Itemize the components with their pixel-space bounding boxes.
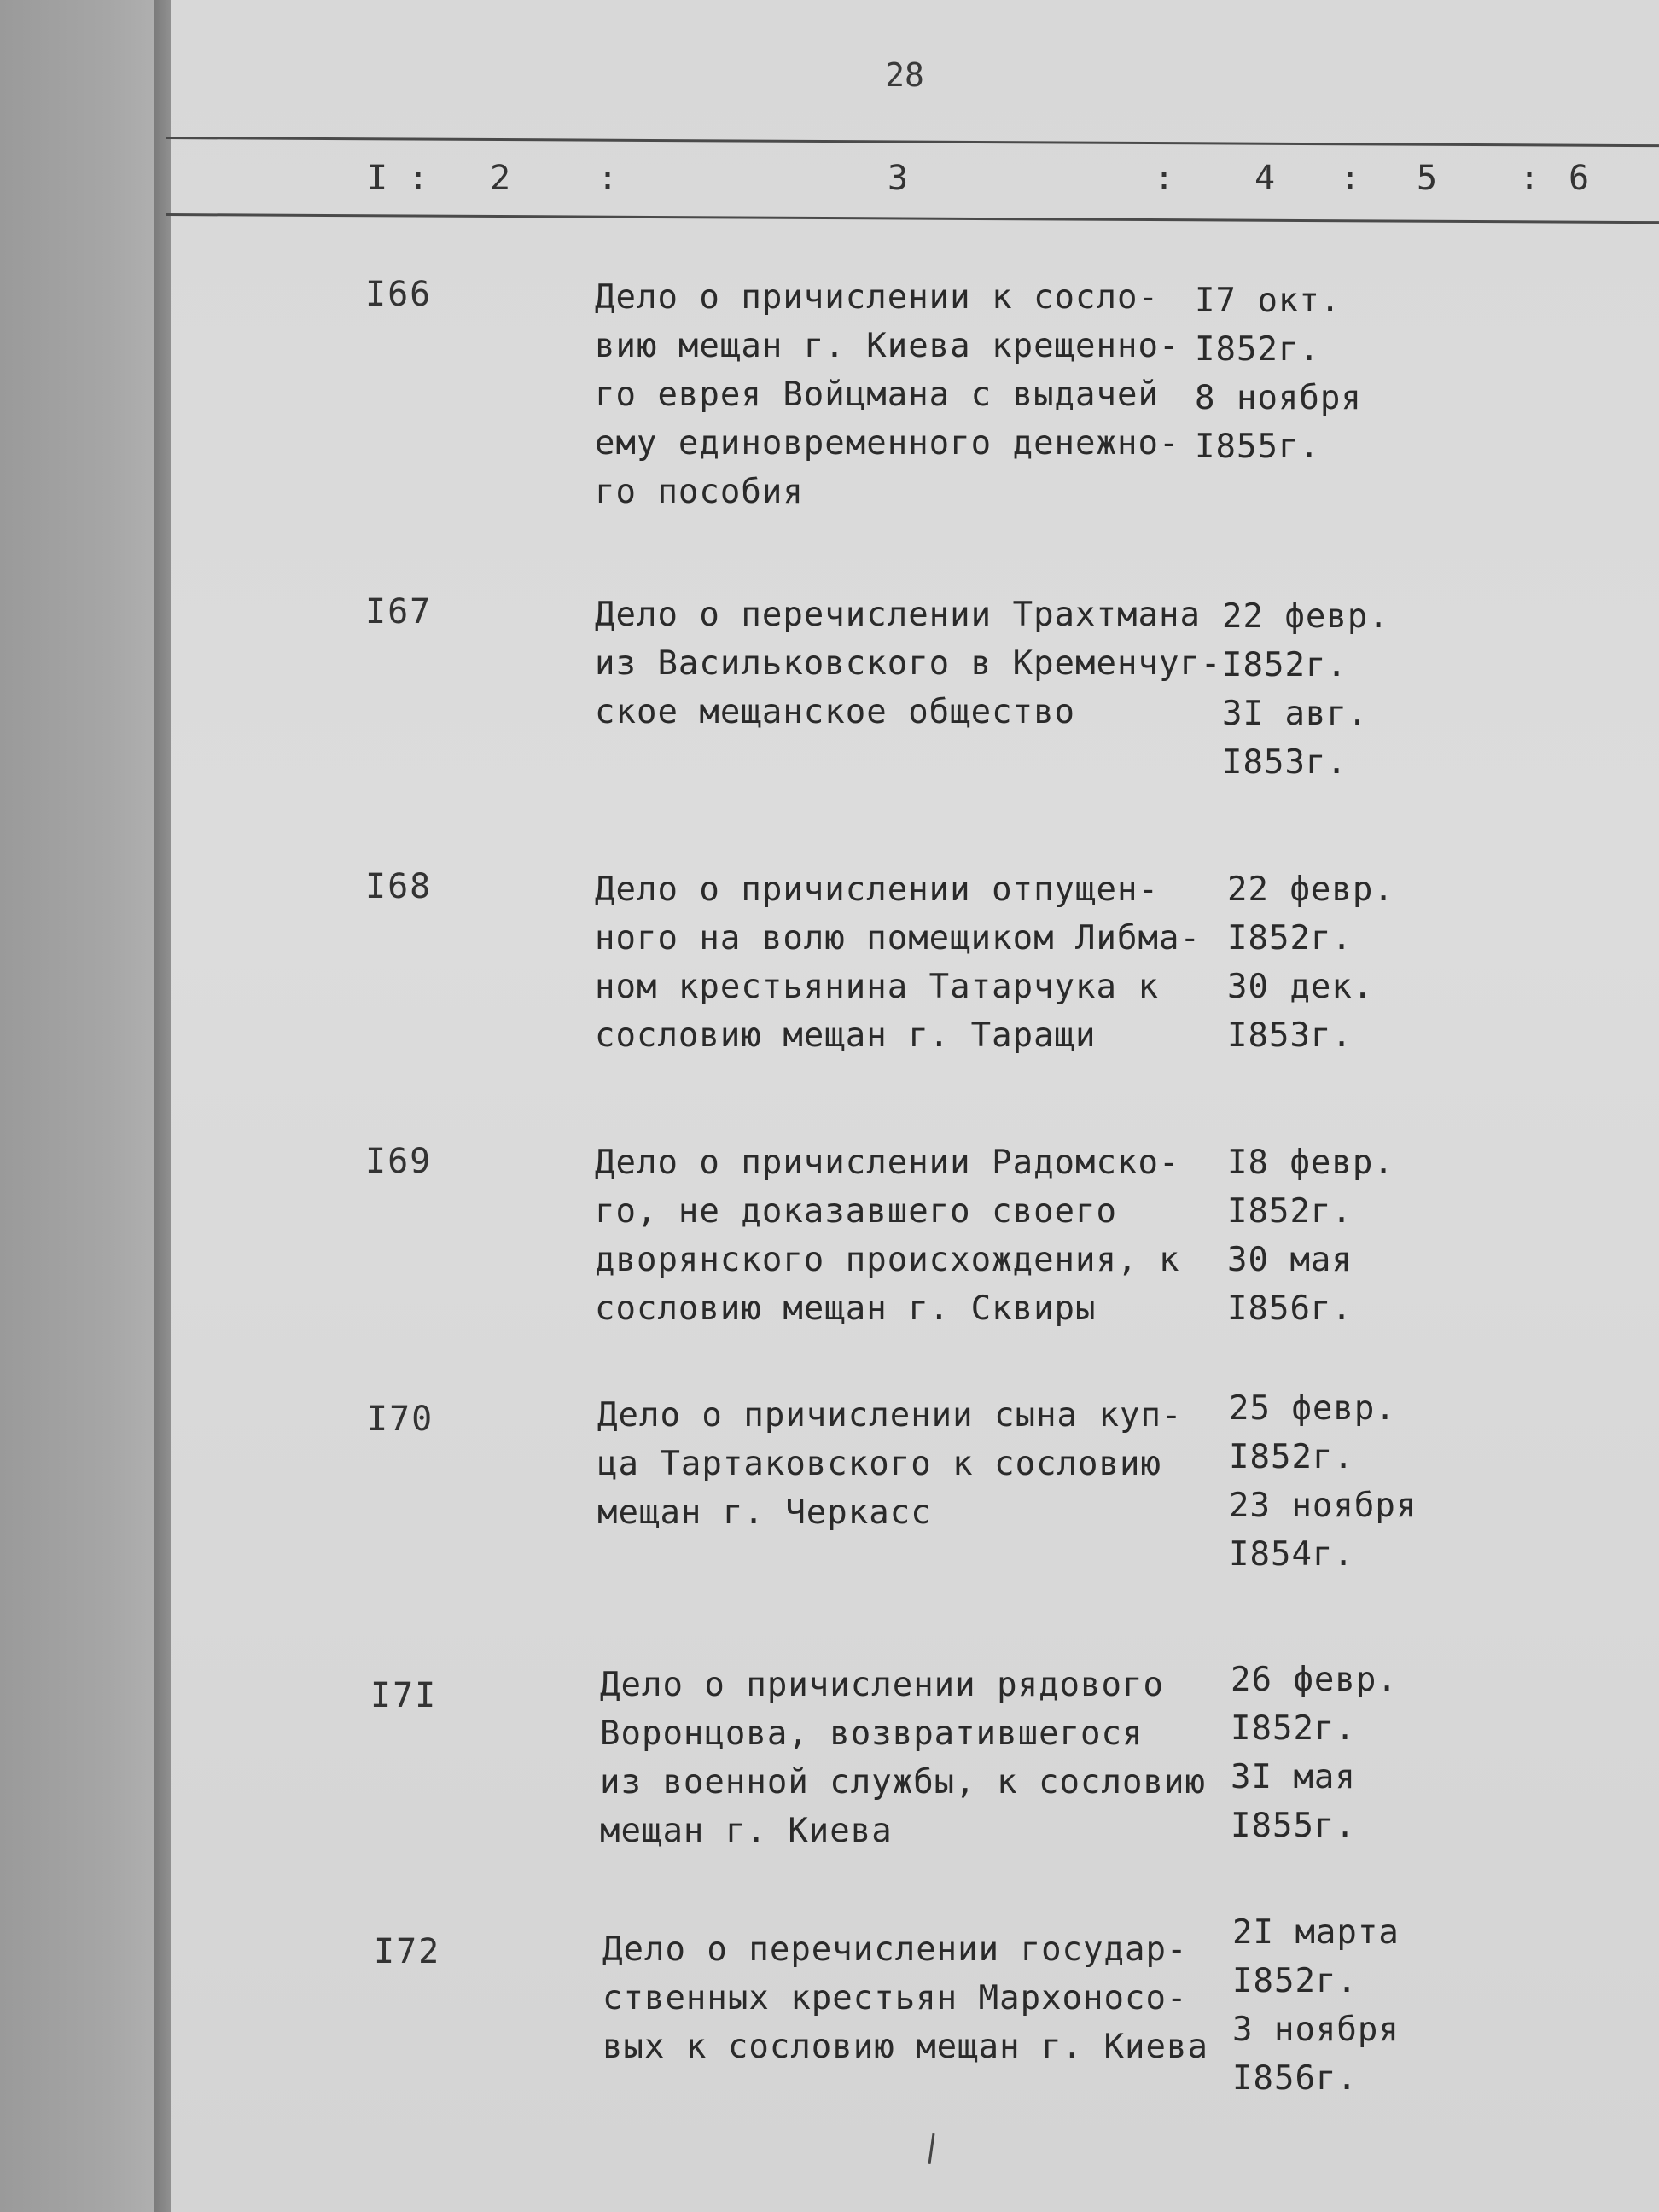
page-number: 28: [885, 56, 924, 94]
entry-date-line: 26 февр.: [1231, 1661, 1398, 1699]
header-sep-3: :: [1154, 159, 1175, 198]
entry-date-line: I852г.: [1222, 646, 1348, 684]
entry-title-line: вых к сословию мещан г. Киева: [602, 2028, 1208, 2066]
entry-dates: [1222, 592, 1444, 787]
entry-title-line: сословию мещан г. Сквиры: [595, 1289, 1097, 1328]
entry-title-line: мещан г. Черкасс: [597, 1493, 932, 1532]
entry-number: I66: [365, 275, 433, 314]
entry-date-line: 22 февр.: [1227, 870, 1394, 909]
entry-number: I72: [374, 1932, 441, 1971]
entry-dates: [1227, 1138, 1449, 1333]
entry-title-line: ном крестьянина Татарчука к: [595, 968, 1159, 1006]
entry-date-line: I852г.: [1232, 1962, 1358, 2000]
entry-title-line: из военной службы, к сословию: [600, 1763, 1206, 1802]
entry-title: [602, 1925, 1217, 2071]
entry-number: I68: [365, 867, 433, 906]
entry-title-line: Дело о причислении Радомско-: [595, 1144, 1180, 1182]
entry-title-line: Дело о перечислении государ-: [602, 1930, 1188, 1969]
entry-title-line: мещан г. Киева: [600, 1812, 893, 1850]
entry-date-line: I852г.: [1227, 1192, 1353, 1231]
header-sep-5: :: [1519, 159, 1540, 198]
entry-date-line: I854г.: [1229, 1535, 1354, 1574]
entry-title-line: сословию мещан г. Таращи: [595, 1016, 1097, 1055]
entry-title: [600, 1661, 1214, 1855]
entry-date-line: I853г.: [1222, 743, 1348, 782]
entry-title-line: из Васильковского в Кременчуг-: [595, 644, 1222, 683]
entry-dates: [1195, 276, 1417, 471]
entry-date-line: I7 окт.: [1195, 282, 1342, 320]
header-sep-2: :: [597, 159, 619, 198]
entry-date-line: 8 ноября: [1195, 379, 1362, 417]
entry-number: I7I: [370, 1676, 438, 1715]
entry-dates: [1231, 1656, 1452, 1850]
entry-title-line: вию мещан г. Киева крещенно-: [595, 327, 1180, 365]
entry-title: [595, 865, 1209, 1060]
entry-date-line: 30 дек.: [1227, 968, 1374, 1006]
entry-date-line: 3I авг.: [1222, 695, 1369, 733]
entry-date-line: I855г.: [1195, 428, 1320, 466]
header-col-1: I: [367, 159, 388, 198]
left-page-edge: [0, 0, 179, 2212]
entry-title-line: ца Тартаковского к сословию: [597, 1445, 1161, 1483]
header-sep-4: :: [1340, 159, 1361, 198]
entry-number: I69: [365, 1142, 433, 1181]
entry-dates: [1232, 1908, 1454, 2103]
entry-title-line: Дело о причислении рядового: [600, 1666, 1164, 1704]
entry-dates: [1229, 1384, 1468, 1579]
entry-date-line: I856г.: [1232, 2059, 1358, 2098]
entry-title-line: ственных крестьян Мархоносо-: [602, 1979, 1188, 2017]
entry-number: I67: [365, 592, 433, 632]
entry-title-line: го пособия: [595, 473, 804, 511]
entry-title: [597, 1391, 1212, 1537]
header-col-2: 2: [490, 159, 511, 198]
entry-title: [595, 1138, 1209, 1333]
entry-date-line: I8 февр.: [1227, 1144, 1394, 1182]
entry-title: [595, 591, 1222, 736]
entry-title: [595, 273, 1209, 516]
entry-date-line: 3 ноября: [1232, 2011, 1400, 2049]
entry-title-line: Дело о причислении сына куп-: [597, 1396, 1183, 1435]
entry-title-line: ское мещанское общество: [595, 693, 1076, 731]
header-col-4: 4: [1254, 159, 1276, 198]
header-col-3: 3: [888, 159, 909, 198]
entry-date-line: 3I мая: [1231, 1758, 1356, 1796]
entry-date-line: I852г.: [1229, 1438, 1354, 1476]
entry-date-line: I853г.: [1227, 1016, 1353, 1055]
entry-title-line: Дело о перечислении Трахтмана: [595, 596, 1201, 634]
entry-title-line: ного на волю помещиком Либма-: [595, 919, 1201, 958]
header-col-5: 5: [1417, 159, 1438, 198]
entry-date-line: 2I марта: [1232, 1913, 1400, 1952]
entry-title-line: Дело о причислении к сосло-: [595, 278, 1159, 317]
entry-date-line: I852г.: [1231, 1709, 1356, 1748]
entry-dates: [1227, 865, 1449, 1060]
entry-date-line: 22 февр.: [1222, 597, 1389, 636]
entry-date-line: I855г.: [1231, 1807, 1356, 1845]
entry-date-line: I852г.: [1227, 919, 1353, 958]
entry-title-line: дворянского происхождения, к: [595, 1241, 1180, 1279]
entry-title-line: ему единовременного денежно-: [595, 424, 1180, 463]
entry-title-line: го, не доказавшего своего: [595, 1192, 1117, 1231]
entry-date-line: 25 февр.: [1229, 1389, 1396, 1428]
entry-date-line: I852г.: [1195, 330, 1320, 369]
header-col-6: 6: [1569, 159, 1590, 198]
entry-number: I70: [367, 1400, 434, 1439]
entry-date-line: 23 ноября: [1229, 1487, 1417, 1525]
entry-title-line: Дело о причислении отпущен-: [595, 870, 1159, 909]
entry-title-line: го еврея Войцмана с выдачей: [595, 375, 1159, 414]
header-sep-1: :: [408, 159, 429, 198]
entry-date-line: I856г.: [1227, 1289, 1353, 1328]
entry-title-line: Воронцова, возвратившегося: [600, 1714, 1144, 1753]
entry-date-line: 30 мая: [1227, 1241, 1353, 1279]
